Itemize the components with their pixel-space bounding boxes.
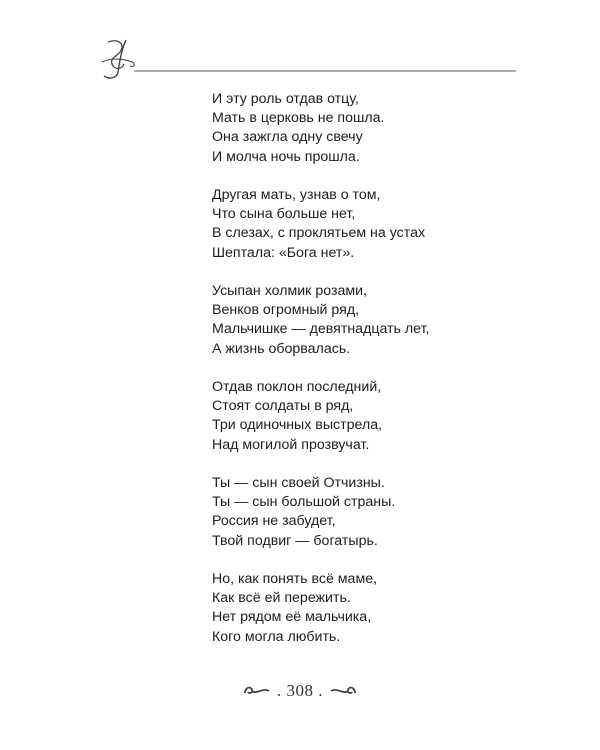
poem-line: Как всё ей пережить.	[212, 590, 351, 607]
poem-line: Россия не забудет,	[212, 513, 336, 530]
poem-line: Три одиночных выстрела,	[212, 417, 383, 434]
stanza	[212, 282, 512, 359]
poem-line: Стоят солдаты в ряд,	[212, 398, 354, 415]
calligraphic-letter-ornament-icon	[96, 36, 526, 82]
poem-line: Отдав поклон последний,	[212, 379, 382, 395]
page-number: . 308 .	[277, 681, 323, 700]
poem-line: Ты — сын большой страны.	[212, 494, 396, 511]
poem	[212, 90, 512, 666]
poem-line: Мать в церковь не пошла.	[212, 110, 385, 127]
stanza	[212, 474, 512, 551]
poem-line: Что сына больше нет,	[212, 206, 356, 223]
poem-line: Твой подвиг — богатырь.	[212, 532, 378, 549]
right-flourish-icon	[329, 683, 357, 699]
poem-line: А жизнь оборвалась.	[212, 340, 351, 357]
poem-line: И эту роль отдав отцу,	[212, 91, 359, 107]
poem-line: Венков огромный ряд,	[212, 302, 360, 319]
stanza	[212, 378, 512, 455]
poem-line: Усыпан холмик розами,	[212, 283, 367, 299]
poem-line: И молча ночь прошла.	[212, 148, 360, 165]
stanza	[212, 186, 512, 263]
poem-line: Но, как понять всё маме,	[212, 571, 378, 587]
stanza	[212, 90, 512, 167]
poem-line: Кого могла любить.	[212, 628, 341, 645]
poem-line: В слезах, с проклятьем на устах	[212, 225, 426, 242]
poem-line: Ты — сын своей Отчизны.	[212, 475, 385, 491]
poem-line: Шептала: «Бога нет».	[212, 244, 355, 261]
poem-line: Нет рядом её мальчика,	[212, 609, 372, 626]
stanza	[212, 570, 512, 647]
page-footer	[0, 676, 600, 706]
poem-line: Над могилой прозвучат.	[212, 436, 370, 453]
poem-line: Мальчишке — девятнадцать лет,	[212, 321, 430, 338]
poem-line: Она зажгла одну свечу	[212, 129, 363, 146]
left-flourish-icon	[243, 683, 271, 699]
poem-line: Другая мать, узнав о том,	[212, 187, 381, 203]
header-ornament	[96, 36, 526, 82]
